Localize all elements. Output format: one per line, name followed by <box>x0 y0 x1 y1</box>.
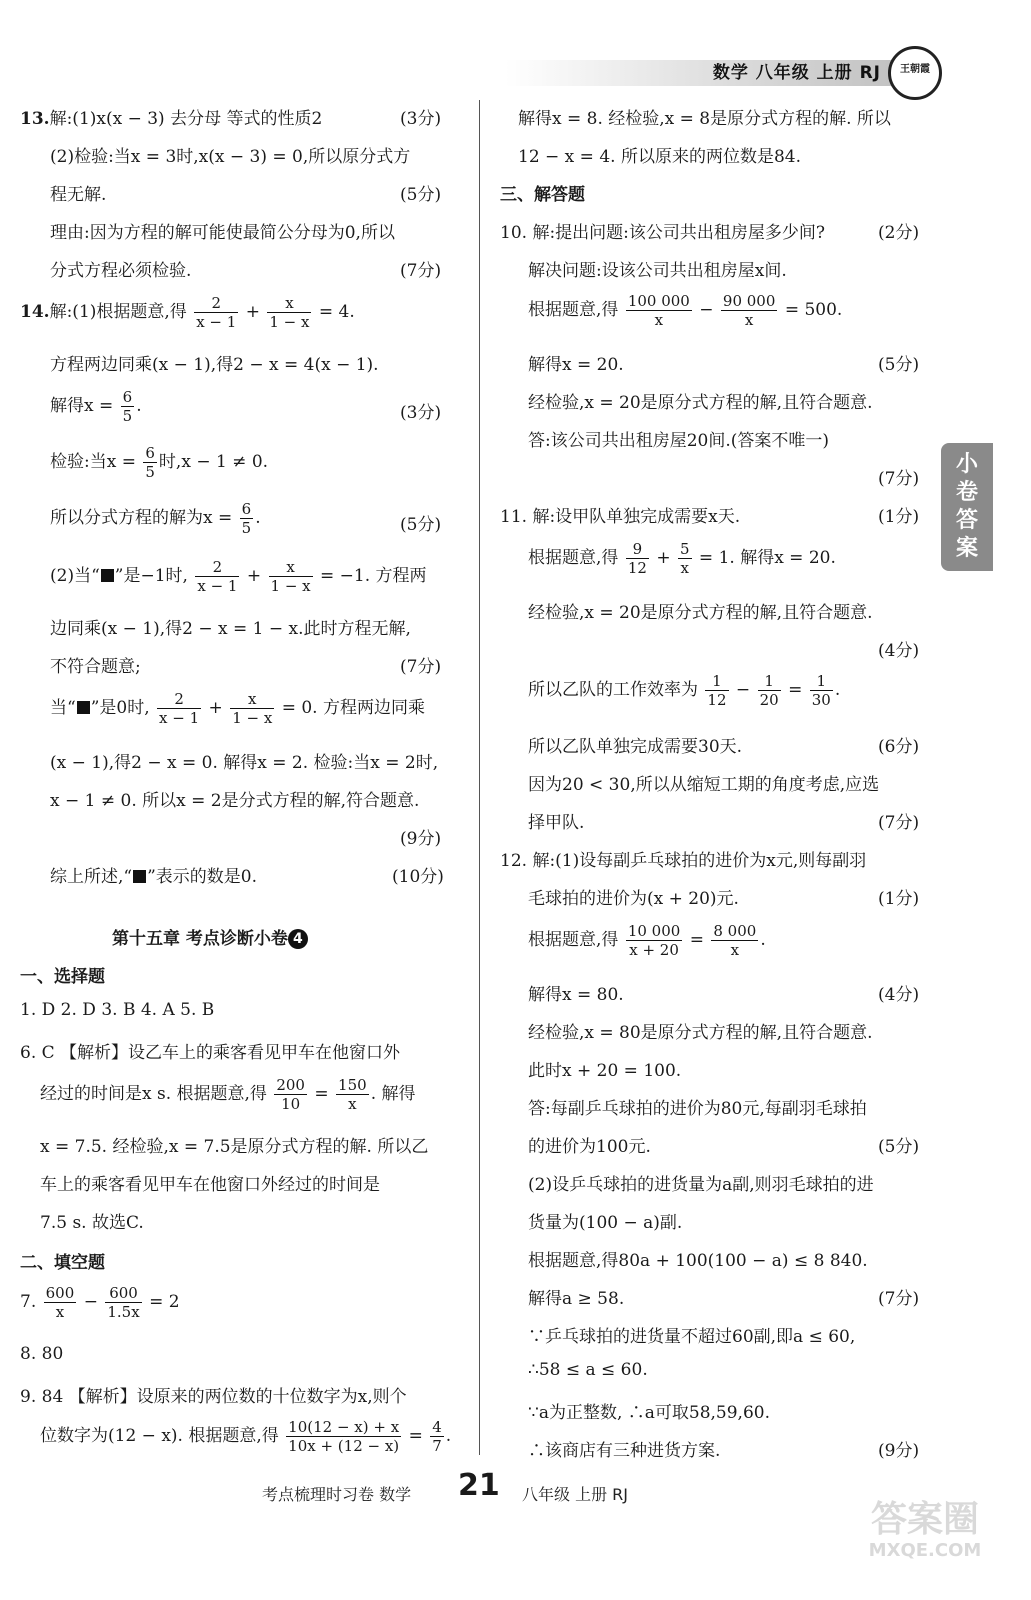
q12-line5: 经检验,x = 80是原分式方程的解,且符合题意. <box>528 1023 873 1043</box>
section-number-badge: 4 <box>288 929 308 949</box>
fraction: $\frac{x}{1 - x}$ <box>270 558 311 595</box>
q14-p2-line2: 边同乘(x − 1),得2 − x = 1 − x.此时方程无解, <box>50 619 411 639</box>
q6-line1: 6. C 【解析】设乙车上的乘客看见甲车在他窗口外 <box>20 1043 401 1063</box>
heading-fill: 二、填空题 <box>20 1253 105 1273</box>
q6-line2: 经过的时间是x s. 根据题意,得 $\frac{200}{10}$ = $\frac{150}{x}$ . 解得 <box>40 1076 416 1113</box>
score: (4分) <box>878 985 920 1005</box>
q14-line3: 解得x = $\frac{6}{5}$ . <box>50 388 142 425</box>
fraction: $\frac{5}{x}$ <box>679 540 690 577</box>
q11-line4: 所以乙队的工作效率为 $\frac{1}{12}$ − $\frac{1}{20}$ = $\frac{1}{30}$ . <box>528 672 841 709</box>
q10-line5: 经检验,x = 20是原分式方程的解,且符合题意. <box>528 393 873 413</box>
fraction: $\frac{10 000}{x + 20}$ <box>627 922 681 959</box>
score: (6分) <box>878 737 920 757</box>
score: (5分) <box>878 355 920 375</box>
score: (7分) <box>878 469 920 489</box>
q12-line6: 此时x + 20 = 100. <box>528 1061 682 1081</box>
q14-p2-line1: (2)当“ ”是−1时, $\frac{2}{x - 1}$ + $\frac{x}{1 - x}$ = −1. 方程两 <box>50 558 427 595</box>
heading-choice: 一、选择题 <box>20 967 105 987</box>
q10-line1: 10. 解:提出问题:该公司共出租房屋多少间? <box>500 223 826 243</box>
q13-line3: 程无解. <box>50 185 107 205</box>
score: (4分) <box>878 641 920 661</box>
q12-line14: ∴58 ≤ a ≤ 60. <box>528 1360 648 1380</box>
fraction: $\frac{6}{5}$ <box>145 444 155 481</box>
score: (9分) <box>400 829 442 849</box>
fraction: $\frac{90 000}{x}$ <box>722 292 776 329</box>
q12-line13: ∵乒乓球拍的进货量不超过60副,即a ≤ 60, <box>528 1327 856 1347</box>
score: (5分) <box>878 1137 920 1157</box>
q13-line1: 13.解:(1)x(x − 3) 去分母 等式的性质2 <box>20 109 323 129</box>
q14-line4: 检验:当x = $\frac{6}{5}$ 时,x − 1 ≠ 0. <box>50 444 269 481</box>
black-square-icon <box>101 569 114 582</box>
q14-p2-line3: 不符合题意; <box>50 657 141 677</box>
q12-line12: 解得a ≥ 58. <box>528 1289 625 1309</box>
q14-line5: 所以分式方程的解为x = $\frac{6}{5}$ . <box>50 500 261 537</box>
q13-line2: (2)检验:当x = 3时,x(x − 3) = 0,所以原分式方 <box>50 147 411 167</box>
fraction: $\frac{x}{1 - x}$ <box>232 690 273 727</box>
q12-line1: 12. 解:(1)设每副乒乓球拍的进价为x元,则每副羽 <box>500 851 867 871</box>
score: (2分) <box>878 223 920 243</box>
fraction: $\frac{2}{x - 1}$ <box>159 690 200 727</box>
q7: 7. $\frac{600}{x}$ − $\frac{600}{1.5x}$ = 2 <box>20 1284 180 1321</box>
q10-line4: 解得x = 20. <box>528 355 624 375</box>
q13-line5: 分式方程必须检验. <box>50 261 192 281</box>
q10-line6: 答:该公司共出租房屋20间.(答案不唯一) <box>528 431 830 451</box>
q6-line4: 车上的乘客看见甲车在他窗口外经过的时间是 <box>40 1175 380 1195</box>
q6-line3: x = 7.5. 经检验,x = 7.5是原分式方程的解. 所以乙 <box>40 1137 429 1157</box>
fraction: $\frac{4}{7}$ <box>432 1418 442 1455</box>
score: (1分) <box>878 507 920 527</box>
q12-line9: (2)设乒乓球拍的进货量为a副,则羽毛球拍的进 <box>528 1175 874 1195</box>
black-square-icon <box>77 701 90 714</box>
q11-line5: 所以乙队单独完成需要30天. <box>528 737 743 757</box>
q14-p3-line2: (x − 1),得2 − x = 0. 解得x = 2. 检验:当x = 2时, <box>50 753 439 773</box>
q10-line2: 解决问题:设该公司共出租房屋x间. <box>528 261 787 281</box>
q14-line1: 14.解:(1)根据题意,得 $\frac{2}{x - 1}$ + $\frac{x}{1 - x}$ = 4. <box>20 294 355 331</box>
q14-line2: 方程两边同乘(x − 1),得2 − x = 4(x − 1). <box>50 355 379 375</box>
fraction: $\frac{2}{x - 1}$ <box>197 558 238 595</box>
page-number: 21 <box>458 1468 500 1503</box>
q12-line16: ∴该商店有三种进货方案. <box>528 1441 721 1461</box>
fraction: $\frac{600}{1.5x}$ <box>107 1284 140 1321</box>
q11-line6: 因为20 < 30,所以从缩短工期的角度考虑,应选 <box>528 775 880 795</box>
q12-line4: 解得x = 80. <box>528 985 624 1005</box>
publisher-logo: 王朝霞 <box>888 46 942 100</box>
fraction: $\frac{1}{12}$ <box>707 672 727 709</box>
side-tab: 小卷答案 <box>941 443 993 571</box>
q6-line5: 7.5 s. 故选C. <box>40 1213 144 1233</box>
q9-line2: 位数字为(12 − x). 根据题意,得 $\frac{10(12 - x) + x}{10x + (12 - x)}$ = $\frac{4}{7}$ . <box>40 1418 452 1455</box>
fraction: $\frac{9}{12}$ <box>627 540 647 577</box>
fraction: $\frac{200}{10}$ <box>276 1076 305 1113</box>
score: (10分) <box>392 867 444 887</box>
q12-line3: 根据题意,得 $\frac{10 000}{x + 20}$ = $\frac{8 000}{x}$ . <box>528 922 766 959</box>
q12-line15: ∵a为正整数, ∴a可取58,59,60. <box>528 1403 771 1423</box>
q12-line2: 毛球拍的进价为(x + 20)元. <box>528 889 739 909</box>
score: (7分) <box>878 1289 920 1309</box>
q11-line2: 根据题意,得 $\frac{9}{12}$ + $\frac{5}{x}$ = 1. 解得x = 20. <box>528 540 836 577</box>
q8: 8. 80 <box>20 1344 64 1364</box>
q12-line10: 货量为(100 − a)副. <box>528 1213 683 1233</box>
score: (9分) <box>878 1441 920 1461</box>
fraction: $\frac{1}{30}$ <box>811 672 831 709</box>
fraction: $\frac{100 000}{x}$ <box>627 292 690 329</box>
fraction: $\frac{2}{x - 1}$ <box>196 294 237 331</box>
score: (1分) <box>878 889 920 909</box>
fraction: $\frac{600}{x}$ <box>45 1284 75 1321</box>
q14-p3-line1: 当“ ”是0时, $\frac{2}{x - 1}$ + $\frac{x}{1 - x}$ = 0. 方程两边同乘 <box>50 690 425 727</box>
black-square-icon <box>133 870 146 883</box>
fraction: $\frac{x}{1 - x}$ <box>269 294 310 331</box>
footer-right: 八年级 上册 RJ <box>522 1485 629 1504</box>
q11-line1: 11. 解:设甲队单独完成需要x天. <box>500 507 741 527</box>
fraction: $\frac{150}{x}$ <box>338 1076 367 1113</box>
score: (7分) <box>400 657 442 677</box>
fraction: $\frac{1}{20}$ <box>759 672 779 709</box>
q13-line4: 理由:因为方程的解可能使最简公分母为0,所以 <box>50 223 395 243</box>
fraction: $\frac{8 000}{x}$ <box>713 922 757 959</box>
fraction: $\frac{10(12 - x) + x}{10x + (12 - x)}$ <box>288 1418 400 1455</box>
header-title: 数学 八年级 上册 RJ <box>712 63 881 83</box>
score: (5分) <box>400 515 442 535</box>
score: (3分) <box>400 109 442 129</box>
q14-p3-line3: x − 1 ≠ 0. 所以x = 2是分式方程的解,符合题意. <box>50 791 420 811</box>
q9-cont-line1: 解得x = 8. 经检验,x = 8是原分式方程的解. 所以 <box>518 109 891 129</box>
q10-line3: 根据题意,得 $\frac{100 000}{x}$ − $\frac{90 000}{x}$ = 500. <box>528 292 843 329</box>
heading-solve: 三、解答题 <box>500 185 585 205</box>
watermark: 答案圈 MXQE.COM <box>868 1499 982 1561</box>
q14-conclusion: 综上所述,“ ”表示的数是0. <box>50 867 258 887</box>
q9-cont-line2: 12 − x = 4. 所以原来的两位数是84. <box>518 147 801 167</box>
fraction: $\frac{6}{5}$ <box>241 500 252 537</box>
q12-line7: 答:每副乒乓球拍的进价为80元,每副羽毛球拍 <box>528 1099 867 1119</box>
q11-line7: 择甲队. <box>528 813 585 833</box>
q12-line8: 的进价为100元. <box>528 1137 651 1157</box>
score: (3分) <box>400 403 442 423</box>
column-divider <box>479 100 480 1455</box>
q11-line3: 经检验,x = 20是原分式方程的解,且符合题意. <box>528 603 873 623</box>
choice-answers: 1. D 2. D 3. B 4. A 5. B <box>20 1000 215 1020</box>
q12-line11: 根据题意,得80a + 100(100 − a) ≤ 8 840. <box>528 1251 868 1271</box>
score: (7分) <box>400 261 442 281</box>
section-title: 第十五章 考点诊断小卷 4 <box>112 924 308 949</box>
score: (7分) <box>878 813 920 833</box>
score: (5分) <box>400 185 442 205</box>
q9-line1: 9. 84 【解析】设原来的两位数的十位数字为x,则个 <box>20 1387 407 1407</box>
fraction: $\frac{6}{5}$ <box>122 388 133 425</box>
footer-left: 考点梳理时习卷 数学 <box>262 1485 412 1504</box>
